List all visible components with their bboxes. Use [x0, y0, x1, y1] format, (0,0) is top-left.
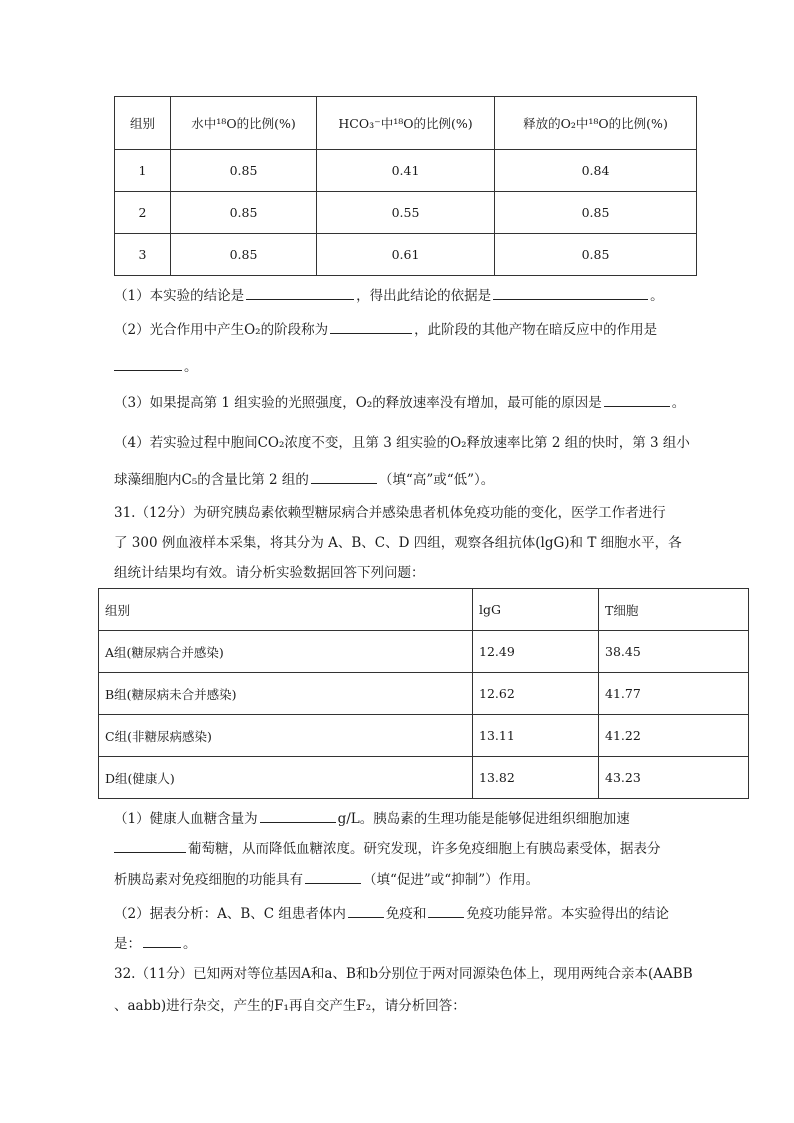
table-header-row	[115, 97, 697, 150]
header-cell: 水中¹⁸O的比例(%)	[171, 97, 317, 150]
table-row	[115, 192, 697, 234]
answer-blank[interactable]	[348, 903, 384, 918]
header-cell: lgG	[473, 589, 599, 631]
q31-intro-2: 了 300 例血液样本采集，将其分为 A、B、C、D 四组，观察各组抗体(lgG)和 T 细胞水平，各	[114, 535, 682, 551]
table-cell: 0.61	[317, 234, 495, 276]
answer-blank[interactable]	[260, 808, 336, 823]
q30-part4	[114, 433, 690, 453]
header-cell: T细胞	[599, 589, 749, 631]
text: （1）本实验的结论是	[114, 288, 245, 304]
header-cell: 组别	[115, 97, 171, 150]
text: ，此阶段的其他产物在暗反应中的作用是	[414, 322, 658, 338]
text: 。	[671, 395, 686, 411]
text: 免疫功能异常。本实验得出的结论	[466, 906, 669, 922]
table-cell: 0.85	[171, 150, 317, 192]
table-cell: 0.85	[495, 192, 697, 234]
table-cell: 0.41	[317, 150, 495, 192]
q31-intro-3: 组统计结果均有效。请分析实验数据回答下列问题：	[114, 565, 425, 581]
text: 球藻细胞内C₅的含量比第 2 组的	[114, 472, 309, 488]
answer-blank[interactable]	[493, 285, 648, 300]
table-header-row	[99, 589, 749, 631]
table-row	[99, 631, 749, 673]
q31-part1-cont	[114, 838, 661, 859]
text: ，得出此结论的依据是	[356, 288, 492, 304]
text: （填“促进”或“抑制”）作用。	[363, 872, 540, 888]
header-cell: HCO₃⁻中¹⁸O的比例(%)	[317, 97, 495, 150]
q31-part1	[114, 808, 630, 829]
text: 析胰岛素对免疫细胞的功能具有	[114, 872, 303, 888]
table-cell: 3	[115, 234, 171, 276]
answer-blank[interactable]	[428, 903, 464, 918]
text: 。	[650, 288, 664, 304]
table-cell: 41.22	[599, 715, 749, 757]
q32-line-1: 32.（11分）已知两对等位基因A和a、B和b分别位于两对同源染色体上，现用两纯合亲本(AABB	[114, 966, 693, 982]
table-row	[115, 234, 697, 276]
table-row	[99, 757, 749, 799]
table-cell: C组(非糖尿病感染)	[99, 715, 473, 757]
table-cell: 1	[115, 150, 171, 192]
table-cell: 0.85	[171, 234, 317, 276]
immune-table	[98, 588, 749, 799]
answer-blank[interactable]	[311, 469, 377, 484]
table-row	[99, 673, 749, 715]
answer-blank[interactable]	[246, 285, 354, 300]
text: 。	[184, 359, 198, 375]
text: （2）据表分析：A、B、C 组患者体内	[114, 906, 346, 922]
table-cell: 0.55	[317, 192, 495, 234]
q30-part1	[114, 285, 664, 306]
table-cell: 13.82	[473, 757, 599, 799]
table-row	[115, 150, 697, 192]
q31-part2-cont	[114, 933, 197, 954]
text: 葡萄糖，从而降低血糖浓度。研究发现，许多免疫细胞上有胰岛素受体，据表分	[188, 841, 661, 857]
table-cell: 0.85	[171, 192, 317, 234]
q30-part2	[114, 319, 657, 340]
q31-intro-1: 31.（12分）为研究胰岛素依赖型糖尿病合并感染患者机体免疫功能的变化，医学工作者进行	[114, 505, 666, 521]
table-cell: D组(健康人)	[99, 757, 473, 799]
header-cell: 组别	[99, 589, 473, 631]
table-cell: 38.45	[599, 631, 749, 673]
text: （1）健康人血糖含量为	[114, 811, 258, 827]
text: （填“高”或“低”）。	[378, 472, 495, 488]
text: 免疫和	[385, 906, 427, 922]
table-row	[99, 715, 749, 757]
q31-part1-cont2	[114, 869, 539, 890]
text: （2）光合作用中产生O₂的阶段称为	[114, 322, 329, 338]
q32-line-2: 、aabb)进行杂交，产生的F₁再自交产生F₂，请分析回答：	[114, 998, 466, 1014]
text: 是：	[114, 936, 141, 952]
table-cell: 2	[115, 192, 171, 234]
q30-part2-cont	[114, 356, 198, 377]
table-cell: 0.85	[495, 234, 697, 276]
text: 。	[183, 936, 197, 952]
table-cell: 41.77	[599, 673, 749, 715]
answer-blank[interactable]	[604, 392, 670, 407]
table-cell: A组(糖尿病合并感染)	[99, 631, 473, 673]
answer-blank[interactable]	[114, 356, 182, 371]
table-cell: 12.62	[473, 673, 599, 715]
text: （3）如果提高第 1 组实验的光照强度，O₂的释放速率没有增加，最可能的原因是	[114, 395, 602, 411]
answer-blank[interactable]	[330, 319, 412, 334]
answer-blank[interactable]	[305, 869, 361, 884]
table-cell: 0.84	[495, 150, 697, 192]
table-cell: B组(糖尿病未合并感染)	[99, 673, 473, 715]
table-cell: 12.49	[473, 631, 599, 673]
text: （4）若实验过程中胞间CO₂浓度不变，且第 3 组实验的O₂释放速率比第 2 组的快时，第 3 组小	[114, 435, 690, 451]
header-cell: 释放的O₂中¹⁸O的比例(%)	[495, 97, 697, 150]
q30-part3	[114, 392, 685, 413]
q31-part2	[114, 903, 669, 924]
answer-blank[interactable]	[114, 838, 186, 853]
text: g/L。胰岛素的生理功能是能够促进组织细胞加速	[337, 811, 630, 827]
q30-part4-cont	[114, 469, 494, 490]
isotope-table	[114, 96, 697, 276]
answer-blank[interactable]	[143, 933, 181, 948]
table-cell: 43.23	[599, 757, 749, 799]
table-cell: 13.11	[473, 715, 599, 757]
